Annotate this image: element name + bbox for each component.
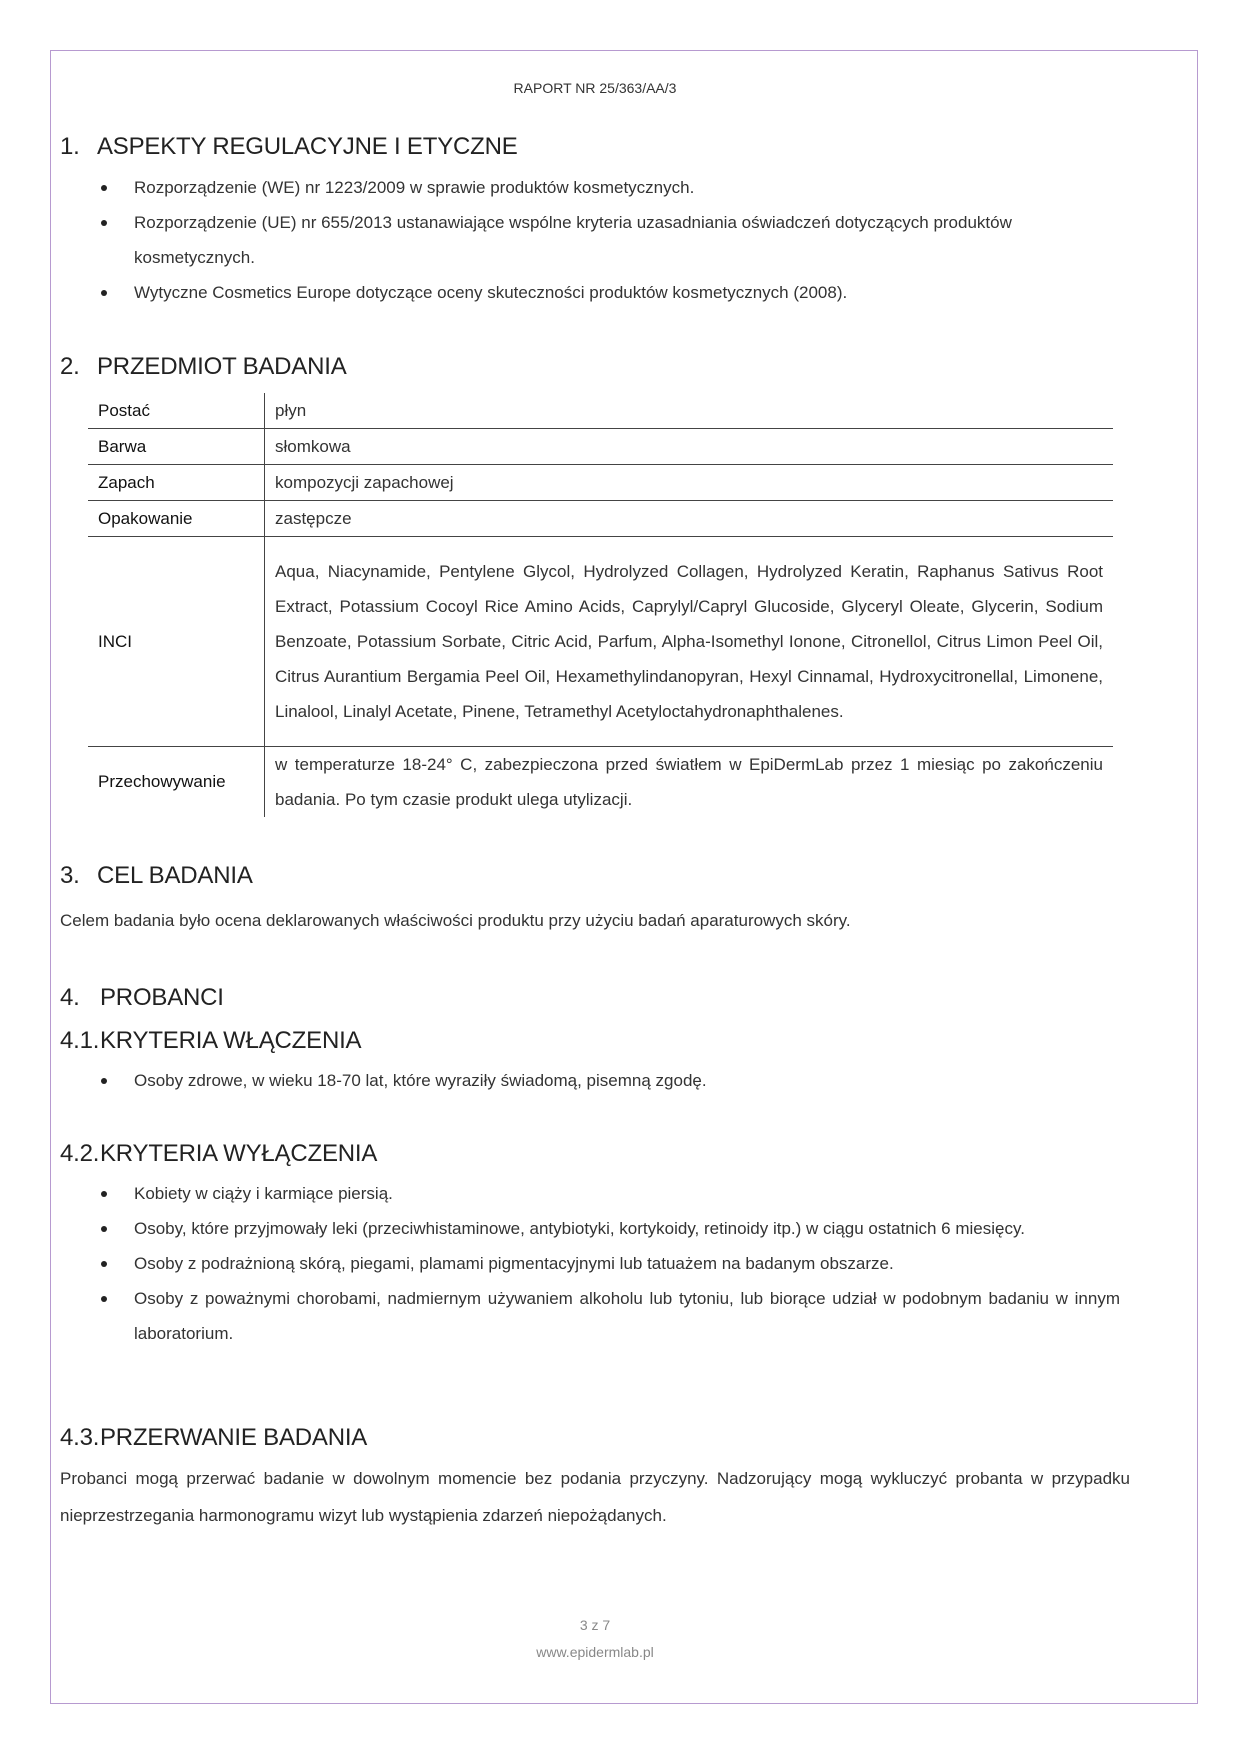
exclusion-criteria-list bbox=[60, 1176, 1120, 1351]
section-number: 4.3. bbox=[60, 1424, 100, 1451]
section-4-1-heading bbox=[60, 1027, 361, 1055]
section-title: PRZEDMIOT BADANIA bbox=[97, 353, 347, 380]
table-row bbox=[88, 537, 1113, 747]
section-title: PRZERWANIE BADANIA bbox=[100, 1424, 368, 1451]
regulations-list bbox=[60, 170, 1120, 310]
table-row bbox=[88, 501, 1113, 537]
property-key: Barwa bbox=[88, 429, 265, 465]
page-number: 3 z 7 bbox=[579, 1617, 611, 1633]
study-goal-text: Celem badania było ocena deklarowanych właściwości produktu przy użyciu badań aparaturowych skóry. bbox=[60, 911, 851, 930]
study-interruption-text: Probanci mogą przerwać badanie w dowolnym momencie bez podania przyczyny. Nadzorujący mogą wykluczyć probanta w przypadku nieprzestrzegania harmonogramu wizyt lub wystąpienia zdarzeń niepożądanych. bbox=[60, 1469, 1130, 1525]
section-4-3-heading bbox=[60, 1424, 367, 1452]
list-item: Osoby, które przyjmowały leki (przeciwhistaminowe, antybiotyki, kortykoidy, retinoidy itp.) w ciągu ostatnich 6 miesięcy. bbox=[60, 1211, 1120, 1246]
section-3-heading bbox=[60, 862, 253, 890]
table-row bbox=[88, 393, 1113, 429]
section-title: KRYTERIA WYŁĄCZENIA bbox=[100, 1140, 378, 1167]
report-number: RAPORT NR 25/363/AA/3 bbox=[513, 80, 677, 96]
list-item: Osoby z poważnymi chorobami, nadmiernym używaniem alkoholu lub tytoniu, lub biorące udział w podobnym badaniu w innym laboratorium. bbox=[60, 1281, 1120, 1351]
section-title: ASPEKTY REGULACYJNE I ETYCZNE bbox=[97, 133, 518, 160]
property-key: Przechowywanie bbox=[88, 747, 265, 818]
property-value: Aqua, Niacynamide, Pentylene Glycol, Hydrolyzed Collagen, Hydrolyzed Keratin, Raphanus Sativus Root Extract, Potassium Cocoyl Rice Amino Acids, Caprylyl/Capryl Glucoside, Glyceryl Oleate, Glycerin, Sodium Benzoate, Potassium Sorbate, Citric Acid, Parfum, Alpha-Isomethyl Ionone, Citronellol, Citrus Limon Peel Oil, Citrus Aurantium Bergamia Peel Oil, Hexamethylindanopyran, Hexyl Cinnamal, Hydroxycitronellal, Limonene, Linalool, Linalyl Acetate, Pinene, Tetramethyl Acetyloctahydronaphthalenes. bbox=[275, 562, 1103, 721]
website-link[interactable]: www.epidermlab.pl bbox=[536, 1644, 654, 1660]
property-key: INCI bbox=[88, 537, 265, 747]
property-value: płyn bbox=[275, 401, 307, 420]
section-number: 4. bbox=[60, 984, 80, 1011]
property-key: Zapach bbox=[88, 465, 265, 501]
property-value: w temperaturze 18-24° C, zabezpieczona przed światłem w EpiDermLab przez 1 miesiąc po zakończeniu badania. Po tym czasie produkt ulega utylizacji. bbox=[275, 755, 1103, 809]
list-item: Osoby z podrażnioną skórą, piegami, plamami pigmentacyjnymi lub tatuażem na badanym obszarze. bbox=[60, 1246, 1120, 1281]
inclusion-criteria-list bbox=[60, 1063, 1120, 1098]
property-value: zastępcze bbox=[275, 509, 352, 528]
property-value: kompozycji zapachowej bbox=[275, 473, 454, 492]
section-4-heading bbox=[60, 984, 224, 1012]
section-title: CEL BADANIA bbox=[97, 862, 253, 889]
section-title: PROBANCI bbox=[100, 984, 224, 1011]
list-item: Rozporządzenie (UE) nr 655/2013 ustanawiające wspólne kryteria uzasadniania oświadczeń dotyczących produktów kosmetycznych. bbox=[60, 205, 1120, 275]
list-item: Rozporządzenie (WE) nr 1223/2009 w sprawie produktów kosmetycznych. bbox=[60, 170, 1120, 205]
property-value: słomkowa bbox=[275, 437, 351, 456]
table-row bbox=[88, 429, 1113, 465]
section-number: 1. bbox=[60, 133, 80, 160]
table-row bbox=[88, 747, 1113, 818]
section-2-heading bbox=[60, 353, 347, 381]
product-properties-table bbox=[88, 393, 1113, 817]
list-item: Osoby zdrowe, w wieku 18-70 lat, które wyraziły świadomą, pisemną zgodę. bbox=[60, 1063, 1120, 1098]
section-number: 4.2. bbox=[60, 1140, 100, 1167]
section-number: 2. bbox=[60, 353, 80, 380]
property-key: Postać bbox=[88, 393, 265, 429]
list-item: Kobiety w ciąży i karmiące piersią. bbox=[60, 1176, 1120, 1211]
section-number: 3. bbox=[60, 862, 80, 889]
section-number: 4.1. bbox=[60, 1027, 100, 1054]
table-row bbox=[88, 465, 1113, 501]
section-4-2-heading bbox=[60, 1140, 377, 1168]
property-key: Opakowanie bbox=[88, 501, 265, 537]
section-title: KRYTERIA WŁĄCZENIA bbox=[100, 1027, 362, 1054]
section-1-heading bbox=[60, 133, 518, 161]
list-item: Wytyczne Cosmetics Europe dotyczące oceny skuteczności produktów kosmetycznych (2008). bbox=[60, 275, 1120, 310]
